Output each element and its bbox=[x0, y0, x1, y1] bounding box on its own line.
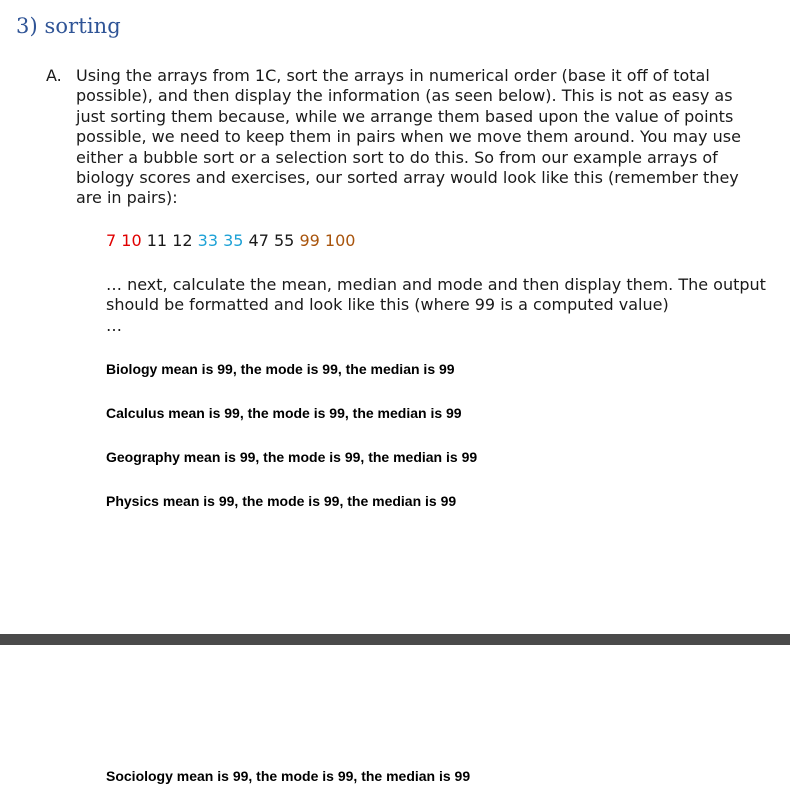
pair-1-second: 10 bbox=[121, 231, 142, 250]
followup-paragraph: … next, calculate the mean, median and mode and then display them. The output should be formatted and look like this (where 99 is a computed value) bbox=[106, 275, 766, 315]
result-line-geography: Geography mean is 99, the mode is 99, the median is 99 bbox=[106, 449, 478, 465]
pair-4-second: 55 bbox=[274, 231, 295, 250]
pair-5-first: 99 bbox=[299, 231, 320, 250]
pair-3-second: 35 bbox=[223, 231, 244, 250]
list-item-marker: A. bbox=[46, 66, 62, 85]
pair-1-first: 7 bbox=[106, 231, 117, 250]
result-line-physics: Physics mean is 99, the mode is 99, the median is 99 bbox=[106, 493, 457, 509]
pair-2-first: 11 bbox=[146, 231, 168, 250]
page-break-divider bbox=[0, 634, 790, 645]
sorted-pairs-example bbox=[106, 231, 355, 251]
result-line-biology: Biology mean is 99, the mode is 99, the median is 99 bbox=[106, 361, 455, 377]
result-line-calculus: Calculus mean is 99, the mode is 99, the median is 99 bbox=[106, 405, 462, 421]
pair-4-first: 47 bbox=[248, 231, 269, 250]
pair-2-second: 12 bbox=[172, 231, 193, 250]
result-line-sociology: Sociology mean is 99, the mode is 99, the median is 99 bbox=[106, 768, 471, 784]
instruction-paragraph: Using the arrays from 1C, sort the arrays in numerical order (base it off of total possible), and then display the information (as seen below). This is not as easy as just sorting them because, while we arrange them based upon the value of points possible, we need to keep them in pairs when we move them around. You may use either a bubble sort or a selection sort to do this. So from our example arrays of biology scores and exercises, our sorted array would look like this (remember they are in pairs): bbox=[76, 66, 741, 208]
ellipsis: … bbox=[106, 316, 122, 335]
section-heading: 3) sorting bbox=[16, 14, 121, 38]
pair-5-second: 100 bbox=[324, 231, 356, 250]
pair-3-first: 33 bbox=[197, 231, 218, 250]
